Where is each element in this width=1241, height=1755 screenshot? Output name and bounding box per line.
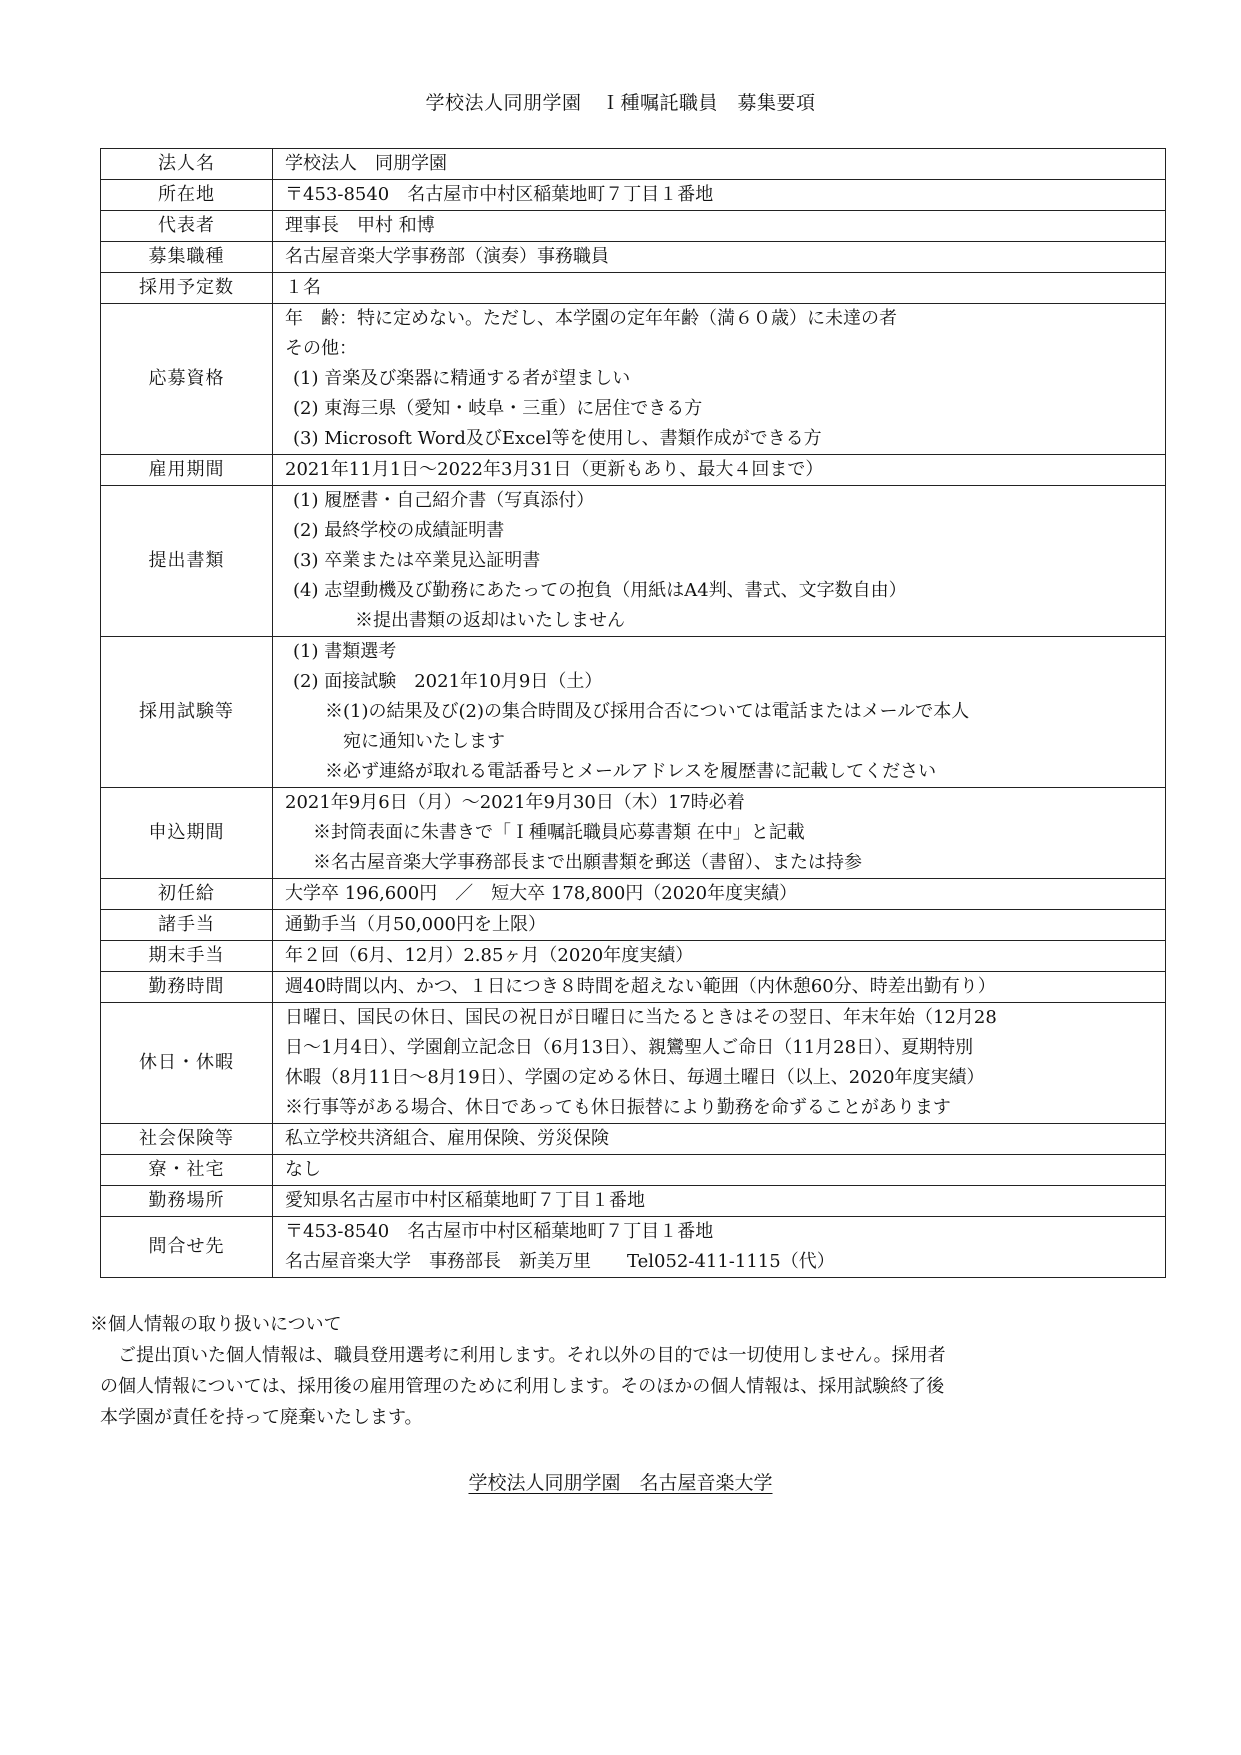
row-value-period: 2021年11月1日～2022年3月31日（更新もあり、最大４回まで） <box>273 455 1166 486</box>
row-label-hours: 勤務時間 <box>101 972 273 1003</box>
qualification-line: (2) 東海三県（愛知・岐阜・三重）に居住できる方 <box>293 398 703 419</box>
application-note: ※封筒表面に朱書きで「Ｉ種嘱託職員応募書類 在中」と記載 <box>313 822 805 843</box>
footer-organization: 学校法人同朋学園 名古屋音楽大学 <box>468 1472 773 1494</box>
privacy-line: の個人情報については、採用後の雇用管理のために利用します。そのほかの個人情報は、採用試験終了後 <box>100 1376 945 1397</box>
row-label-housing: 寮・社宅 <box>101 1155 273 1186</box>
table-row <box>101 1124 1166 1155</box>
table-row <box>101 637 1166 788</box>
table-row <box>101 486 1166 637</box>
row-value-documents <box>273 486 1166 637</box>
row-label-allowance: 諸手当 <box>101 910 273 941</box>
application-note: ※名古屋音楽大学事務部長まで出願書類を郵送（書留）、または持参 <box>313 852 862 873</box>
footer <box>0 1468 1241 1495</box>
row-value-contact <box>273 1217 1166 1278</box>
table-row <box>101 242 1166 273</box>
table-row <box>101 1003 1166 1124</box>
exam-note: ※必ず連絡が取れる電話番号とメールアドレスを履歴書に記載してください <box>325 761 937 782</box>
table-row <box>101 149 1166 180</box>
row-label-qualification: 応募資格 <box>101 304 273 455</box>
exam-note: ※(1)の結果及び(2)の集合時間及び採用合否については電話またはメールで本人 <box>325 701 970 722</box>
holidays-line: 日曜日、国民の休日、国民の祝日が日曜日に当たるときはその翌日、年末年始（12月28 <box>285 1007 997 1028</box>
row-label-contact: 問合せ先 <box>101 1217 273 1278</box>
row-value-workplace: 愛知県名古屋市中村区稲葉地町７丁目１番地 <box>273 1186 1166 1217</box>
row-label-period: 雇用期間 <box>101 455 273 486</box>
documents-line: (3) 卒業または卒業見込証明書 <box>293 550 541 571</box>
row-label-salary: 初任給 <box>101 879 273 910</box>
row-value-holidays <box>273 1003 1166 1124</box>
row-value-exam <box>273 637 1166 788</box>
privacy-line: 本学園が責任を持って廃棄いたします。 <box>100 1407 423 1428</box>
row-label-application: 申込期間 <box>101 788 273 879</box>
contact-line: 名古屋音楽大学 事務部長 新美万里 Tel052-411-1115（代） <box>285 1251 835 1272</box>
holidays-line: 日～1月4日）、学園創立記念日（6月13日）、親鸞聖人ご命日（11月28日）、夏期特別 <box>285 1037 974 1058</box>
row-value-qualification <box>273 304 1166 455</box>
row-value-corp: 学校法人 同朋学園 <box>273 149 1166 180</box>
row-value-application <box>273 788 1166 879</box>
row-value-bonus: 年２回（6月、12月）2.85ヶ月（2020年度実績） <box>273 941 1166 972</box>
documents-line: (1) 履歴書・自己紹介書（写真添付） <box>293 490 595 511</box>
row-label-count: 採用予定数 <box>101 273 273 304</box>
documents-note: ※提出書類の返却はいたしません <box>355 610 625 631</box>
table-row <box>101 1217 1166 1278</box>
row-label-exam: 採用試験等 <box>101 637 273 788</box>
table-row <box>101 788 1166 879</box>
table-row <box>101 211 1166 242</box>
exam-line: (1) 書類選考 <box>293 641 397 662</box>
table-row <box>101 304 1166 455</box>
row-label-corp: 法人名 <box>101 149 273 180</box>
holidays-note: ※行事等がある場合、休日であっても休日振替により勤務を命ずることがあります <box>285 1097 951 1118</box>
table-row <box>101 910 1166 941</box>
row-label-address: 所在地 <box>101 180 273 211</box>
row-label-rep: 代表者 <box>101 211 273 242</box>
holidays-line: 休暇（8月11日～8月19日）、学園の定める休日、毎週土曜日（以上、2020年度実績） <box>285 1067 985 1088</box>
exam-line: (2) 面接試験 2021年10月9日（土） <box>293 671 603 692</box>
row-value-insurance: 私立学校共済組合、雇用保険、労災保険 <box>273 1124 1166 1155</box>
privacy-heading: ※個人情報の取り扱いについて <box>90 1314 342 1335</box>
row-value-count: １名 <box>273 273 1166 304</box>
row-label-job: 募集職種 <box>101 242 273 273</box>
qualification-line: (1) 音楽及び楽器に精通する者が望ましい <box>293 368 631 389</box>
privacy-body <box>100 1340 1150 1433</box>
row-value-address: 〒453-8540 名古屋市中村区稲葉地町７丁目１番地 <box>273 180 1166 211</box>
table-row <box>101 273 1166 304</box>
qualification-line: 年 齢：特に定めない。ただし、本学園の定年年齢（満６０歳）に未達の者 <box>285 308 897 329</box>
table-row <box>101 879 1166 910</box>
table-row <box>101 941 1166 972</box>
table-row <box>101 972 1166 1003</box>
table-row <box>101 1155 1166 1186</box>
row-value-job: 名古屋音楽大学事務部（演奏）事務職員 <box>273 242 1166 273</box>
row-label-documents: 提出書類 <box>101 486 273 637</box>
qualification-line: (3) Microsoft Word及びExcel等を使用し、書類作成ができる方 <box>293 428 822 449</box>
documents-line: (4) 志望動機及び勤務にあたっての抱負（用紙はA4判、書式、文字数自由） <box>293 580 907 601</box>
row-value-rep: 理事長 甲村 和博 <box>273 211 1166 242</box>
application-line: 2021年9月6日（月）～2021年9月30日（木）17時必着 <box>285 792 745 813</box>
documents-line: (2) 最終学校の成績証明書 <box>293 520 505 541</box>
requirements-table <box>100 148 1166 1278</box>
contact-line: 〒453-8540 名古屋市中村区稲葉地町７丁目１番地 <box>285 1221 714 1242</box>
row-label-bonus: 期末手当 <box>101 941 273 972</box>
privacy-line: ご提出頂いた個人情報は、職員登用選考に利用します。それ以外の目的では一切使用しません。採用者 <box>100 1345 946 1366</box>
row-value-housing: なし <box>273 1155 1166 1186</box>
table-row <box>101 1186 1166 1217</box>
row-value-allowance: 通勤手当（月50,000円を上限） <box>273 910 1166 941</box>
row-label-insurance: 社会保険等 <box>101 1124 273 1155</box>
table-row <box>101 455 1166 486</box>
row-value-salary: 大学卒 196,600円 ／ 短大卒 178,800円（2020年度実績） <box>273 879 1166 910</box>
document-title: 学校法人同朋学園 Ｉ種嘱託職員 募集要項 <box>425 92 816 114</box>
row-value-hours: 週40時間以内、かつ、１日につき８時間を超えない範囲（内休憩60分、時差出勤有り） <box>273 972 1166 1003</box>
row-label-holidays: 休日・休暇 <box>101 1003 273 1124</box>
exam-note: 宛に通知いたします <box>343 731 505 752</box>
table-row <box>101 180 1166 211</box>
qualification-line: その他： <box>285 338 357 359</box>
row-label-workplace: 勤務場所 <box>101 1186 273 1217</box>
